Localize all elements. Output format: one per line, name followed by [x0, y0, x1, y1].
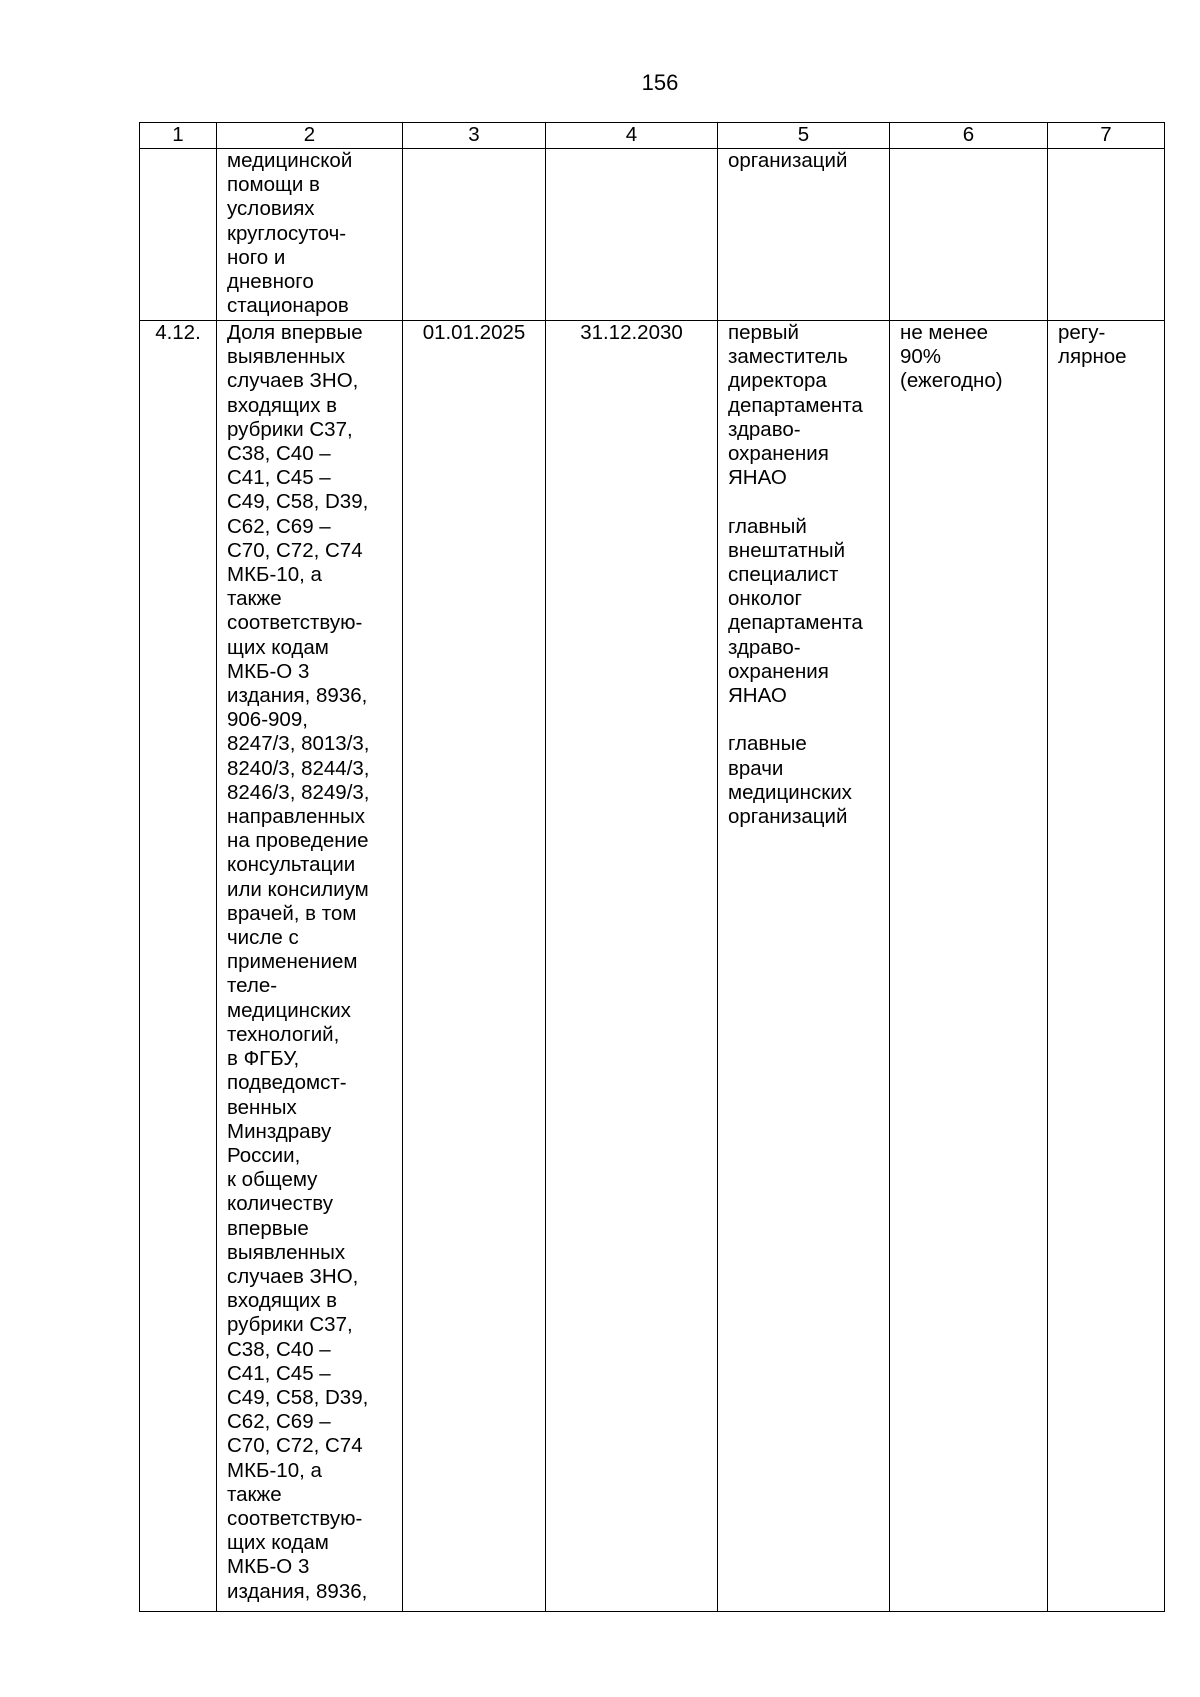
header-cell-1: 1 — [140, 123, 217, 149]
cell-frequency — [1048, 149, 1165, 321]
document-table — [139, 122, 1165, 1612]
page-number: 156 — [641, 70, 679, 95]
header-cell-7: 7 — [1048, 123, 1165, 149]
cell-target-value — [890, 149, 1048, 321]
header-cell-5: 5 — [718, 123, 890, 149]
cell-start-date: 01.01.2025 — [403, 321, 546, 1612]
header-cell-4: 4 — [546, 123, 718, 149]
table-row — [140, 321, 1165, 1612]
header-cell-2: 2 — [217, 123, 403, 149]
header-cell-6: 6 — [890, 123, 1048, 149]
table-header-row — [140, 123, 1165, 149]
cell-target-value: не менее 90% (ежегодно) — [890, 321, 1048, 1612]
cell-indicator-name: медицинской помощи в условиях круглосуточ- ного и дневного стационаров — [217, 149, 403, 321]
cell-responsible: первый заместитель директора департамента здраво- охранения ЯНАО главный внештатный специалист онколог департамента здраво- охранения ЯНАО главные врачи медицинских организаций — [718, 321, 890, 1612]
cell-frequency: регу- лярное — [1048, 321, 1165, 1612]
cell-end-date — [546, 149, 718, 321]
cell-start-date — [403, 149, 546, 321]
cell-number: 4.12. — [140, 321, 217, 1612]
cell-indicator-name: Доля впервые выявленных случаев ЗНО, входящих в рубрики С37, С38, С40 – С41, С45 – С49, С58, D39, С62, С69 – С70, С72, С74 МКБ-10, а также соответствую- щих кодам МКБ-О 3 издания, 8936, 906-909, 8247/3, 8013/3, 8240/3, 8244/3, 8246/3, 8249/3, направленных на проведение консультации или консилиум врачей, в том числе с применением теле- медицинских технологий, в ФГБУ, подведомст- венных Минздраву России, к общему количеству впервые выявленных случаев ЗНО, входящих в рубрики С37, С38, С40 – С41, С45 – С49, С58, D39, С62, С69 – С70, С72, С74 МКБ-10, а также соответствую- щих кодам МКБ-О 3 издания, 8936, — [217, 321, 403, 1612]
cell-responsible: организаций — [718, 149, 890, 321]
cell-end-date: 31.12.2030 — [546, 321, 718, 1612]
table-row — [140, 149, 1165, 321]
header-cell-3: 3 — [403, 123, 546, 149]
cell-number — [140, 149, 217, 321]
